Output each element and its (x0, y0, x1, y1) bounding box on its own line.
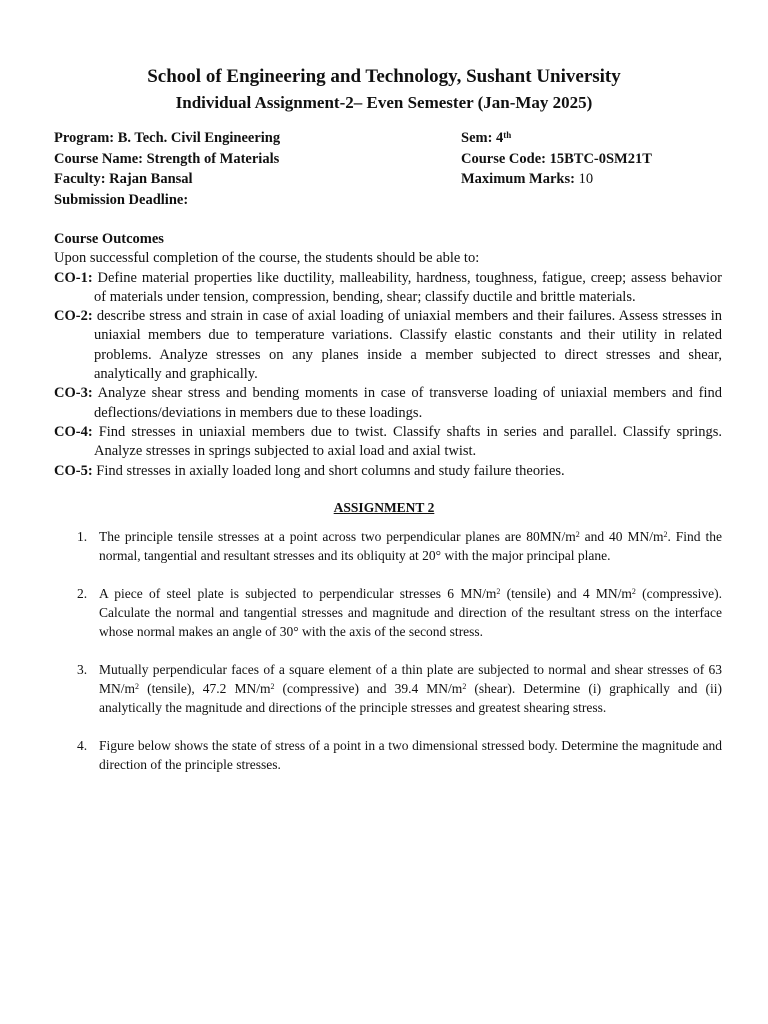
question-text-part: and 40 MN/m (579, 529, 664, 544)
unit-superscript: 2 (496, 587, 501, 596)
program-text: Program: B. Tech. Civil Engineering (54, 130, 281, 146)
question-text-part: (tensile), 47.2 MN/m (139, 681, 271, 696)
question-list (77, 527, 722, 793)
question-text: Figure below shows the state of stress of a point in a two dimensional stressed body. Determine the magnitude and direction of the principle stresses. (99, 738, 722, 772)
course-name-text: Course Name: Strength of Materials (54, 150, 280, 167)
question-text-part: (shear). Determine (i) graphically and (ii) analytically the magnitude and directions of the principle stresses and greatest shearing stress. (99, 681, 722, 715)
maximum-marks-label: Maximum Marks: (461, 171, 575, 187)
unit-superscript: 2 (663, 530, 668, 539)
course-outcome-item (54, 307, 722, 384)
question-text-part: A piece of steel plate is subjected to perpendicular stresses 6 MN/m (99, 586, 497, 601)
question-number: 4. (77, 738, 88, 753)
question-text-part: . Find the normal, tangential and resultant stresses and its obliquity at 20° with the major principal plane. (99, 529, 722, 563)
question-text-part: (compressive) and 39.4 MN/m (274, 681, 463, 696)
course-meta-left (54, 128, 280, 210)
question-text (99, 584, 722, 641)
assignment-heading: ASSIGNMENT 2 (333, 500, 435, 515)
question-number: 3. (77, 662, 88, 677)
maximum-marks-text (461, 169, 652, 190)
question-text (99, 660, 722, 717)
unit-superscript: 2 (575, 530, 580, 539)
co-text: Define material properties like ductility, malleability, hardness, toughness, fatigue, creep; assess behavior of materials under tension, compression, bending, shear; classify ductile and brittle materials. (92, 269, 722, 305)
co-label: CO-5: (54, 462, 93, 479)
question-text (99, 527, 722, 565)
unit-superscript: 2 (270, 682, 275, 691)
document-subtitle: Individual Assignment-2– Even Semester (Jan-May 2025) (175, 93, 593, 112)
question-number: 1. (77, 529, 88, 544)
course-meta-right (461, 128, 652, 190)
co-label: CO-3: (54, 385, 93, 402)
course-outcomes-section (54, 230, 722, 481)
question-text-part: The principle tensile stresses at a point across two perpendicular planes are 80MN/m (99, 529, 576, 544)
unit-superscript: 2 (631, 587, 636, 596)
semester-label: Sem: 4 (461, 130, 504, 146)
course-outcomes-intro: Upon successful completion of the course, the students should be able to: (54, 250, 480, 267)
unit-superscript: 2 (135, 682, 140, 691)
course-outcome-item (54, 423, 722, 462)
semester-text (461, 128, 652, 149)
co-text: describe stress and strain in case of axial loading of uniaxial members and their failures. Assess stresses in uniaxial members due to temperature variations. Classify elastic constants and their utility in related problems. Analyze stresses on any planes inside a member subjected to direct stresses and shear, analytically and graphically. (92, 308, 722, 383)
question-text-part: (tensile) and 4 MN/m (500, 586, 632, 601)
unit-superscript: 2 (462, 682, 467, 691)
co-label: CO-4: (54, 423, 93, 440)
course-outcomes-heading: Course Outcomes (54, 231, 164, 247)
question-number: 2. (77, 586, 88, 601)
submission-deadline-text: Submission Deadline: (54, 191, 189, 208)
co-text: Find stresses in axially loaded long and short columns and study failure theories. (92, 462, 565, 479)
course-outcome-item (54, 384, 722, 423)
question-text-part: Mutually perpendicular faces of a square element of a thin plate are subjected to normal and shear stresses of 63 MN/m (99, 662, 722, 696)
question-item (77, 736, 722, 774)
document-title: School of Engineering and Technology, Sushant University (147, 66, 621, 87)
question-item (77, 584, 722, 641)
co-text: Analyze shear stress and bending moments in case of transverse loading of uniaxial members and find deflections/deviations in members due to these loadings. (92, 385, 722, 421)
co-label: CO-2: (54, 308, 93, 325)
question-item (77, 660, 722, 717)
question-item (77, 527, 722, 565)
semester-superscript: th (503, 130, 512, 140)
maximum-marks-value: 10 (574, 171, 594, 187)
faculty-text: Faculty: Rajan Bansal (54, 171, 193, 187)
question-text-part: (compressive). Calculate the normal and tangential stresses and magnitude and direction of the resultant stress on the interface whose normal makes an angle of 30° with the axis of the second stress. (99, 586, 722, 639)
course-outcome-item (54, 269, 722, 308)
course-outcome-item (54, 462, 722, 481)
course-code-text: Course Code: 15BTC-0SM21T (461, 150, 652, 167)
co-label: CO-1: (54, 269, 93, 286)
co-text: Find stresses in uniaxial members due to twist. Classify shafts in series and parallel. Classify springs. Analyze stresses in springs subjected to axial load and axial twist. (92, 423, 722, 460)
